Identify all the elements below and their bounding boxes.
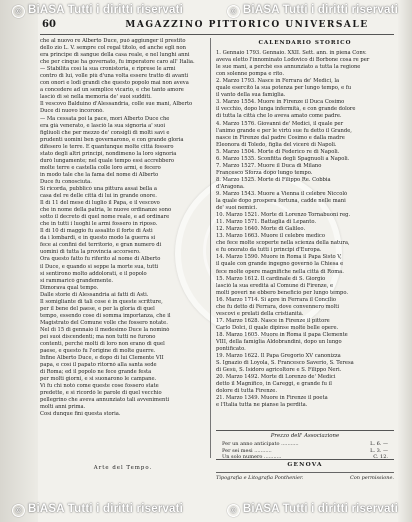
copyright-icon: © — [12, 504, 25, 517]
text-line: contenti, perché molti di loro non erano di quel — [40, 341, 165, 348]
text-line: Il dì 11 del mese di luglio il Papa, e il vescovo — [40, 200, 160, 207]
watermark-bottom-left: © BiASA Tutti i diritti riservati — [12, 503, 183, 517]
calendar-entry-line: 13. Marzo 1663. Muore il celebre medico — [216, 233, 325, 240]
calendar-entry-line: di tutta la città che lo aveva amato come padre. — [216, 113, 342, 120]
calendar-entry-line: il vanto della sua famiglia. — [216, 92, 286, 99]
calendar-entry-line: l'animo grande e per le virtù sue fu detto il Grande, — [216, 127, 352, 134]
text-line: si rammaricò grandemente. — [40, 277, 114, 284]
calendar-entry-line: VIII, della famiglia Aldobrandini, dopo un lungo — [216, 338, 342, 345]
watermark-bottom-right: © BiASA Tutti i diritti riservati — [227, 503, 398, 517]
text-line: Nel dì 15 di gennaio il medesimo Duce la nominò — [40, 326, 170, 333]
calendar-entry-line: 4. Marzo 1576. Giovanni de' Medici, il quale per — [216, 120, 344, 127]
text-line: a concedere ad un semplice vicario, e che tanto amore — [40, 87, 184, 94]
text-line: per il bene del paese, e per la gloria di quel — [40, 305, 155, 312]
text-line: che per cinque ha governato, fu imperatore caro all' Italia. — [40, 59, 195, 66]
text-line: con onori e lodi grandi che questo popolo mai non aveva — [40, 80, 189, 87]
text-line: papa, e così il papato ritornò alla santa sede — [40, 362, 157, 369]
text-line: contro di lui, volle più d'una volta essere tratto di avanti — [40, 73, 189, 80]
calendar-entry-line: Carlo Dolci, il quale dipinse molte belle opere. — [216, 324, 339, 331]
text-line: — Stabilita così la sua cronistoria, e riprese le armi — [40, 66, 176, 73]
calendar-entry-line: 21. Marzo 1349. Muore in Firenze il poeta — [216, 395, 328, 402]
calendar-entry-line: le sue mani, a perché ess annunziato a tutta la regione — [216, 64, 361, 71]
copyright-icon: © — [227, 5, 240, 18]
calendar-entry-line: aveva eletto l'innominato Lodovico di Borbone cosa re per — [216, 57, 370, 64]
copyright-icon: © — [227, 504, 240, 517]
calendar-entry-line: di Gesù, S. Isidoro agricoltore e S. Filippo Neri. — [216, 367, 342, 374]
page-fold-shadow-right — [398, 0, 412, 522]
publication-city: GENOVA — [287, 462, 323, 468]
calendar-entry-line: 1. Gennaio 1793. Gennaio. XXII. Sett. ann. in piena Conv. — [216, 50, 367, 57]
text-line: per molti giorni, e si suonarono le campane. — [40, 376, 157, 383]
calendar-section-title: CALENDARIO STORICO — [258, 40, 352, 46]
calendar-entry-line: 5. Marzo 1504. Morte di Federico re di Napoli. — [216, 148, 340, 155]
text-line: Dimorava qual tempo. — [40, 284, 99, 291]
calendar-entry-line: e l'Italia tutta ne pianse la perdita. — [216, 402, 308, 409]
calendar-entry-line: molti poveri ne ebbero beneficio per lungo tempo. — [216, 289, 349, 296]
calendar-entry-line: 7. Marzo 1527. Muore il Duca di Milano — [216, 162, 322, 169]
text-line: molte terre e castella colle loro armi, e fecero — [40, 164, 161, 171]
text-line: predette, e si ricordò le parole di quel vecchio — [40, 390, 162, 397]
printer-permission: Con permissione. — [349, 475, 394, 481]
calendar-entry-line: con solenne pompa e rito. — [216, 71, 284, 78]
calendar-entry-line: d'Aragona. — [216, 183, 245, 190]
calendar-entry-line: Francesco Sforza dopo lungo tempo. — [216, 169, 313, 176]
calendar-entry-line: 16. Marzo 1714. Si apre in Ferrara il Concilio — [216, 296, 336, 303]
watermark-top-right: © BiASA Tutti i diritti riservati — [227, 4, 398, 18]
text-line: Dalle storie di Alessandria ai fatti di Asti. — [40, 291, 149, 298]
text-line: che al nuovo re Alberto Duce, può aggiunger il prestito — [40, 38, 186, 44]
text-line: lasciò di sé nella memoria de' suoi sudditi. — [40, 94, 152, 101]
calendar-entry-line: dolore di tutta Firenze. — [216, 388, 277, 395]
text-line: Il somigliante di tali cose è in queste scritture, — [40, 298, 163, 305]
calendar-entry-line: 11. Marzo 1571. Battaglia di Lepanto. — [216, 219, 316, 226]
price-label: Per sei mesi ........... — [222, 447, 272, 454]
calendar-entry-line: fece molte opere magnifiche nella città di Roma. — [216, 268, 344, 275]
price-label: Un solo numero ........... — [222, 454, 282, 461]
calendar-entry-line: 19. Marzo 1622. Il Papa Gregorio XV canonizza — [216, 353, 341, 360]
text-line: pellegrino che aveva annunziato tali avvenimenti — [40, 397, 170, 404]
calendar-entry-line: 2. Marzo 1793. Nasce in Ferrara de' Medici, la — [216, 78, 340, 85]
calendar-entry-line: 14. Marzo 1590. Muore in Roma il Papa Sisto V, — [216, 254, 342, 261]
page-number: 60 — [42, 19, 56, 30]
calendar-entry-line: 10. Marzo 1521. Morte di Lorenzo Tornabuoni reg. — [216, 212, 351, 219]
calendar-entry-line: 12. Marzo 1640. Morte di Galileo. — [216, 226, 306, 233]
text-line: Duce fu conosciuta. — [40, 178, 92, 185]
text-line: da i lombardi, e in questo modo la guerra si — [40, 235, 156, 242]
text-line: che in nome della patria, le nuove ordinanze sono — [40, 207, 172, 214]
price-row — [216, 448, 394, 455]
text-line: che in tutti i luoghi le armi fossero in riposo. — [40, 221, 158, 228]
subscription-prices — [216, 441, 394, 461]
text-line: pei suoi discendenti; ma non tutti ne furono — [40, 333, 156, 340]
calendar-entry-line: nasce in Firenze dal padre Cosimo e dalla madre — [216, 134, 345, 141]
text-line: stato degli altri principi, nondimeno la loro signoria — [40, 150, 177, 157]
printer-line — [216, 472, 394, 481]
left-column-footer: Arte del Tempo. — [93, 465, 153, 471]
calendar-entry-line: che fu detto di Ferrara, dove convennero molti — [216, 303, 340, 310]
calendar-entry-line: pontificato. — [216, 346, 246, 353]
price-row — [216, 454, 394, 461]
text-line: Vi fu chi notò come queste cose fossero state — [40, 383, 159, 390]
calendar-entry-line: che fece molte scoperte nella scienza della natura, — [216, 240, 350, 247]
calendar-entry-line: S. Ignazio di Loyola, S. Francesco Saverio, S. Teresa — [216, 360, 354, 367]
text-line: dello zio L. V. sempre col regal titolo, ed anche egli non — [40, 45, 186, 52]
right-column-text — [216, 38, 394, 409]
calendar-entry-line: lasciò la sua eredità al Comune di Firenze, e — [216, 282, 334, 289]
calendar-entry-line: la quale dopo prospera fortuna, cadde nelle mani — [216, 198, 346, 205]
text-line: figliuoli che per mezzo de' consigli di molti savi e — [40, 129, 170, 136]
calendar-entry-line: 6. Marzo 1535. Sconfitta degli Spagnuoli a Napoli. — [216, 155, 350, 162]
page-fold-shadow-left — [0, 0, 38, 522]
text-line: era già venerato, e lasciò la sua signoria a' suoi — [40, 122, 166, 129]
text-line: paese, e questo fu l'origine di molte guerre. — [40, 348, 156, 355]
calendar-entry-line: detto il Magnifico, in Careggi, e grande fu il — [216, 381, 332, 388]
page-header — [40, 18, 394, 35]
watermark-top-left: © BiASA Tutti i diritti riservati — [12, 4, 183, 18]
text-line: di Roma; ed il popolo ne fece grande festa — [40, 369, 152, 376]
text-line: sotto il decreto di quel nome reale, e ad ordinare — [40, 214, 170, 221]
calendar-entry-line: 18. Marzo 1605. Muore in Roma il papa Clemente — [216, 331, 348, 338]
text-line: fece ai confini del territorio, e gran numero di — [40, 242, 162, 249]
text-line: tempo, essendo cose di somma importanza, che il — [40, 312, 171, 319]
calendar-entry-line: e fu onorato da tutti i principi d'Europa. — [216, 247, 322, 254]
text-line: Duce di nuovo incoronò. — [40, 108, 104, 115]
text-line: Magistrato del Comune volle che fossero notate. — [40, 319, 168, 326]
left-column-text — [40, 38, 206, 419]
calendar-entry-line: 3. Marzo 1554. Muore in Firenze il Duca Cosimo — [216, 99, 345, 106]
text-line: uomini di tutta la provincia accorsero. — [40, 249, 141, 256]
calendar-entry-line: vescovi e prelati della cristianità. — [216, 310, 304, 317]
price-value: L. 3. — — [370, 447, 388, 454]
price-label: Per un anno anticipato ........... — [222, 441, 299, 447]
calendar-entry-line: Eleonora di Toledo, figlia del viceré di Napoli. — [216, 141, 337, 148]
price-value: L. 6. — — [370, 441, 388, 447]
text-line: il Duce, e quando si seppe la morte sua, tutti — [40, 263, 159, 270]
text-line: era principe di sangue della casa reale, e nel lunghi anni — [40, 52, 190, 59]
magazine-title: MAGAZZINO PITTORICO UNIVERSALE — [125, 20, 369, 30]
text-line: — Ma cessata poi la pace, morì Alberto Duce che — [40, 115, 170, 122]
text-line: Ora questo fatto fu riferito al nome di Alberto — [40, 256, 161, 263]
text-line: durò lungamente; nel quale tempo essi accrebbero — [40, 157, 175, 164]
text-line: Il di 10 di maggio fu assalito il forte di Asti — [40, 228, 153, 235]
copyright-icon: © — [12, 5, 25, 18]
text-line: prudenti uomini ben governarono, e con grande gloria — [40, 136, 184, 143]
text-line: molti anni prima. — [40, 404, 86, 411]
calendar-entry-line: 15. Marzo 1612. Il cardinale di S. Giorgio — [216, 275, 326, 282]
calendar-entry-line: de' suoi nemici. — [216, 205, 258, 212]
calendar-entries — [216, 50, 394, 409]
text-line: Infine Alberto Duce, e dopo di lui Clemente VII — [40, 355, 164, 362]
price-row — [216, 441, 394, 448]
text-line: Si ricorda, pubblicò una pittura assai bella a — [40, 185, 158, 192]
calendar-entry-line: 20. Marzo 1492. Morte di Lorenzo de' Medici — [216, 374, 336, 381]
calendar-entry-line: 9. Marzo 1543. Muore a Vienna il celebre Niccolò — [216, 190, 348, 197]
subscription-box — [216, 430, 394, 460]
text-line: in modo tale che la fama del nome di Alberto — [40, 171, 159, 178]
subscription-title: Prezzo dell' Associazione — [270, 433, 340, 439]
text-line: Così dunque finì questa storia. — [40, 411, 121, 418]
calendar-entry-line: il vecchio, dopo lunga infermità, e con grande dolore — [216, 106, 356, 113]
calendar-entry-line: il quale con grande ingegno governò la Chiesa e — [216, 261, 344, 268]
calendar-entry-line: quale esercitò la sua potenza per lungo tempo, e fu — [216, 85, 352, 92]
text-line: Il vescovo Balduino d'Alessandria, colle sue mani, Alberto — [40, 101, 193, 108]
text-line: si sentirono molto addolorati, e il popolo — [40, 270, 147, 277]
calendar-entry-line: 8. Marzo 1525. Morte di Filippo Re. Cobbia — [216, 176, 331, 183]
calendar-entry-line: 17. Marzo 1628. Nasce in Firenze il pittore — [216, 317, 330, 324]
text-line: casa del re delle città di lui in grande onore. — [40, 193, 157, 200]
printer-name: Tipografia e Litografia Ponthenier. — [216, 475, 304, 481]
text-line: difesero le terre. E quantunque molte città fossero — [40, 143, 174, 150]
column-divider — [210, 38, 211, 458]
price-value: C. 12. — [373, 454, 388, 461]
